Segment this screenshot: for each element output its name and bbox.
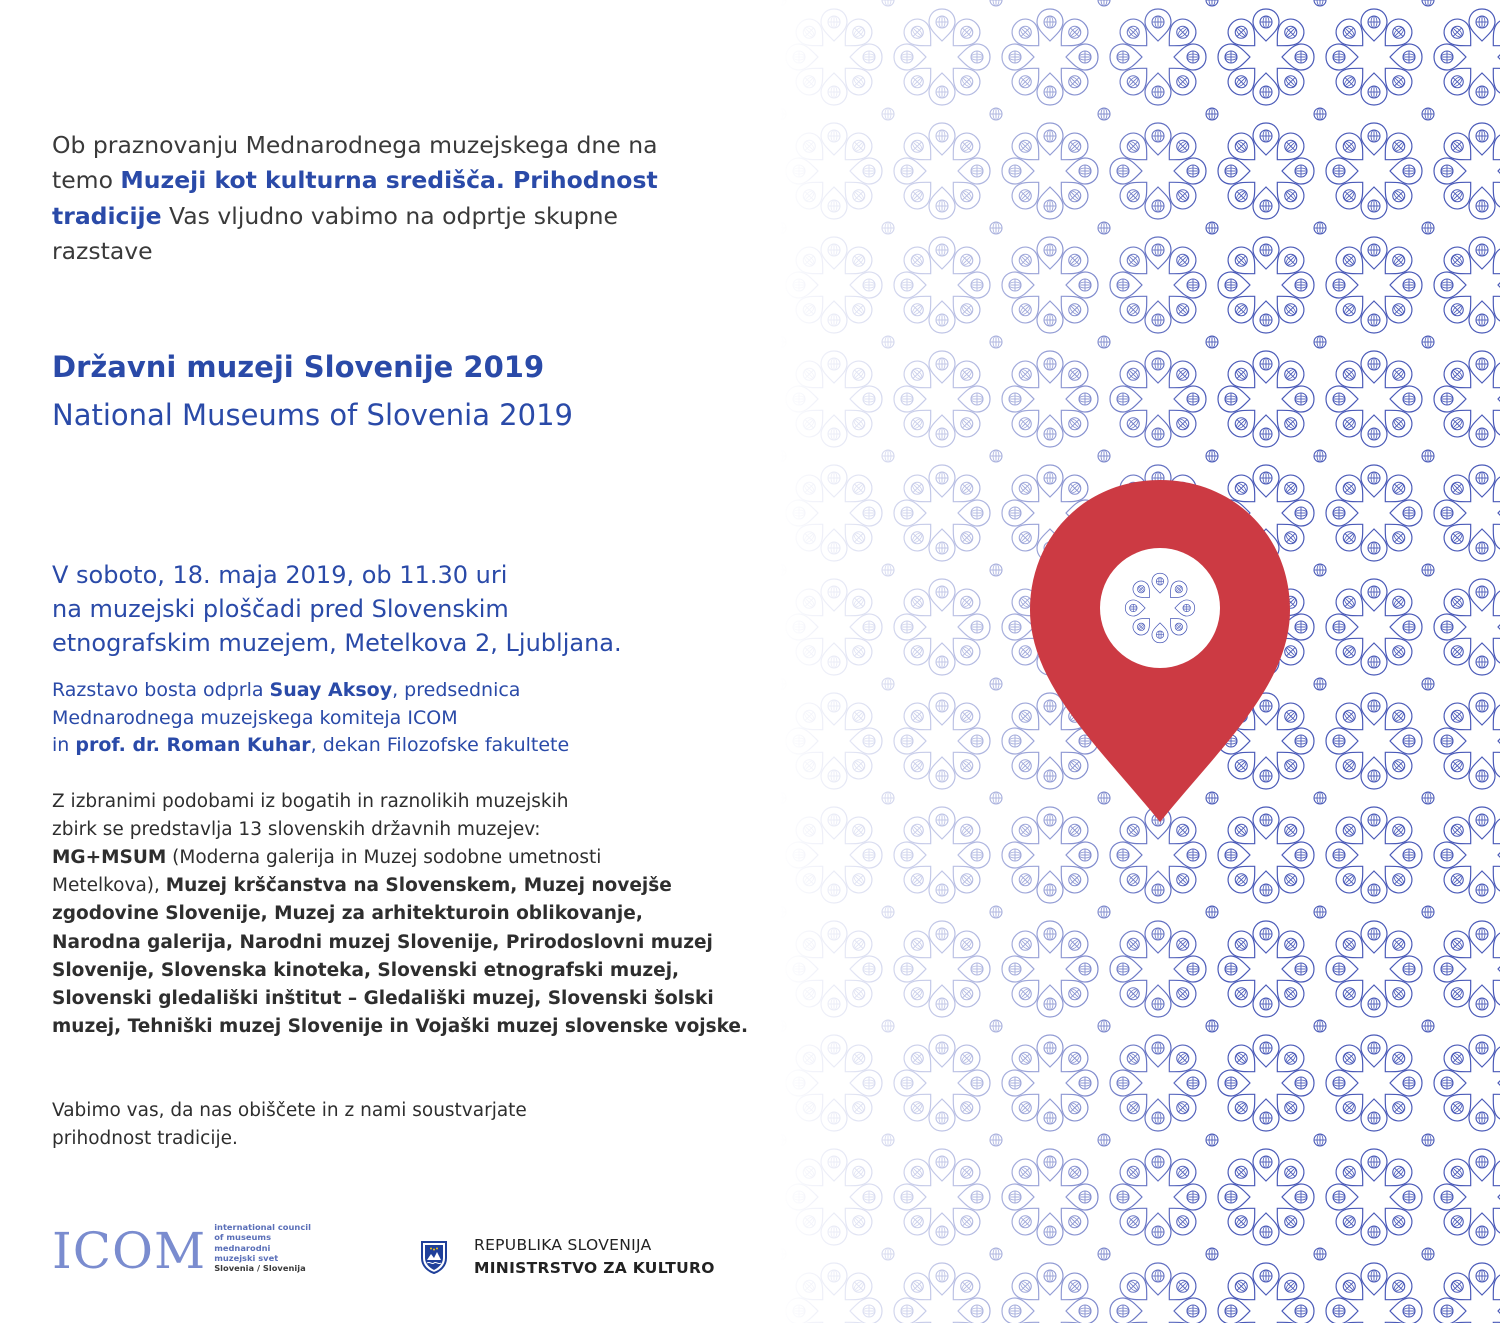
body-line-1: Z izbranimi podobami iz bogatih in raznolikih muzejskih [52, 791, 569, 812]
opening-line-2: Mednarodnega muzejskega komiteja ICOM [52, 706, 458, 729]
location-line-2: etnografskim muzejem, Metelkova 2, Ljubljana. [52, 629, 622, 658]
republic-name: REPUBLIKA SLOVENIJA [474, 1236, 652, 1254]
icom-logo [52, 1221, 311, 1280]
mg-msum: MG+MSUM [52, 847, 167, 869]
icom-region: Slovenia / Slovenija [214, 1263, 306, 1274]
icom-line: mednarodni [214, 1242, 271, 1253]
exhibition-title-en: National Museums of Slovenia 2019 [52, 398, 573, 432]
exhibition-title-sl: Državni muzeji Slovenije 2019 [52, 350, 545, 384]
body-line-2: zbirk se predstavlja 13 slovenskih državnih muzejev: [52, 819, 541, 841]
museums-list-1: Muzej krščanstva na Slovenskem, Muzej novejše [165, 875, 672, 897]
museums-list-3: Narodna galerija, Narodni muzej Slovenije, Prirodoslovni muzej [52, 931, 713, 953]
opening-line-3 [52, 732, 569, 760]
ministry-text [474, 1234, 715, 1281]
icom-line: international council [214, 1222, 311, 1232]
ministry-logo [420, 1234, 715, 1281]
opening-line-1 [52, 677, 569, 705]
speaker-1-name: Suay Aksoy [269, 679, 393, 701]
closing-paragraph [52, 1097, 527, 1153]
date-line: V soboto, 18. maja 2019, ob 11.30 uri [52, 561, 508, 589]
museums-list-5: Slovenski gledališki inštitut – Gledališki muzej, Slovenski šolski [52, 987, 714, 1009]
museums-list-6: muzej, Tehniški muzej Slovenije in Vojaški muzej slovenske vojske. [52, 1015, 749, 1037]
mg-desc-1: (Moderna galerija in Muzej sodobne umetnosti [166, 847, 602, 869]
speaker-2-name: prof. dr. Roman Kuhar [75, 734, 311, 757]
opening-text: Razstavo bosta odprla [52, 679, 270, 701]
museums-paragraph [52, 788, 772, 1041]
opening-speakers [52, 677, 569, 760]
icom-wordmark: ICOM [52, 1221, 207, 1280]
body-line-3 [52, 844, 772, 872]
speaker-1-role: , predsednica [392, 679, 521, 701]
intro-theme: Muzeji kot kulturna središča. Prihodnost tradicije [52, 166, 658, 230]
museums-list-4: Slovenije, Slovenska kinoteka, Slovenski etnografski muzej, [52, 959, 680, 981]
intro-text-2: Vas vljudno vabimo na odprtje skupne razstave [52, 201, 618, 265]
icom-line: muzejski svet [214, 1253, 279, 1264]
mg-desc-2: Metelkova), [52, 875, 166, 897]
closing-line-1: Vabimo vas, da nas obiščete in z nami soustvarjate [52, 1100, 527, 1121]
speaker-2-role: , dekan Filozofske fakultete [310, 734, 570, 757]
body-line-4 [52, 872, 772, 900]
opening-conj: in [52, 734, 76, 757]
location-line-1: na muzejski ploščadi pred Slovenskim [52, 595, 509, 624]
location-pin-icon [1030, 480, 1290, 822]
date-location [52, 558, 622, 660]
ministry-name: MINISTRSTVO ZA KULTURO [474, 1259, 715, 1278]
intro-text-1: Ob praznovanju Mednarodnega muzejskega dne na temo [52, 131, 658, 195]
intro-paragraph [52, 128, 692, 269]
coat-of-arms-icon [420, 1240, 448, 1274]
icom-tagline [214, 1222, 311, 1276]
icom-line: of museums [214, 1232, 272, 1243]
closing-line-2: prihodnost tradicije. [52, 1127, 238, 1149]
museums-list-2: zgodovine Slovenije, Muzej za arhitekturoin oblikovanje, [52, 903, 643, 925]
